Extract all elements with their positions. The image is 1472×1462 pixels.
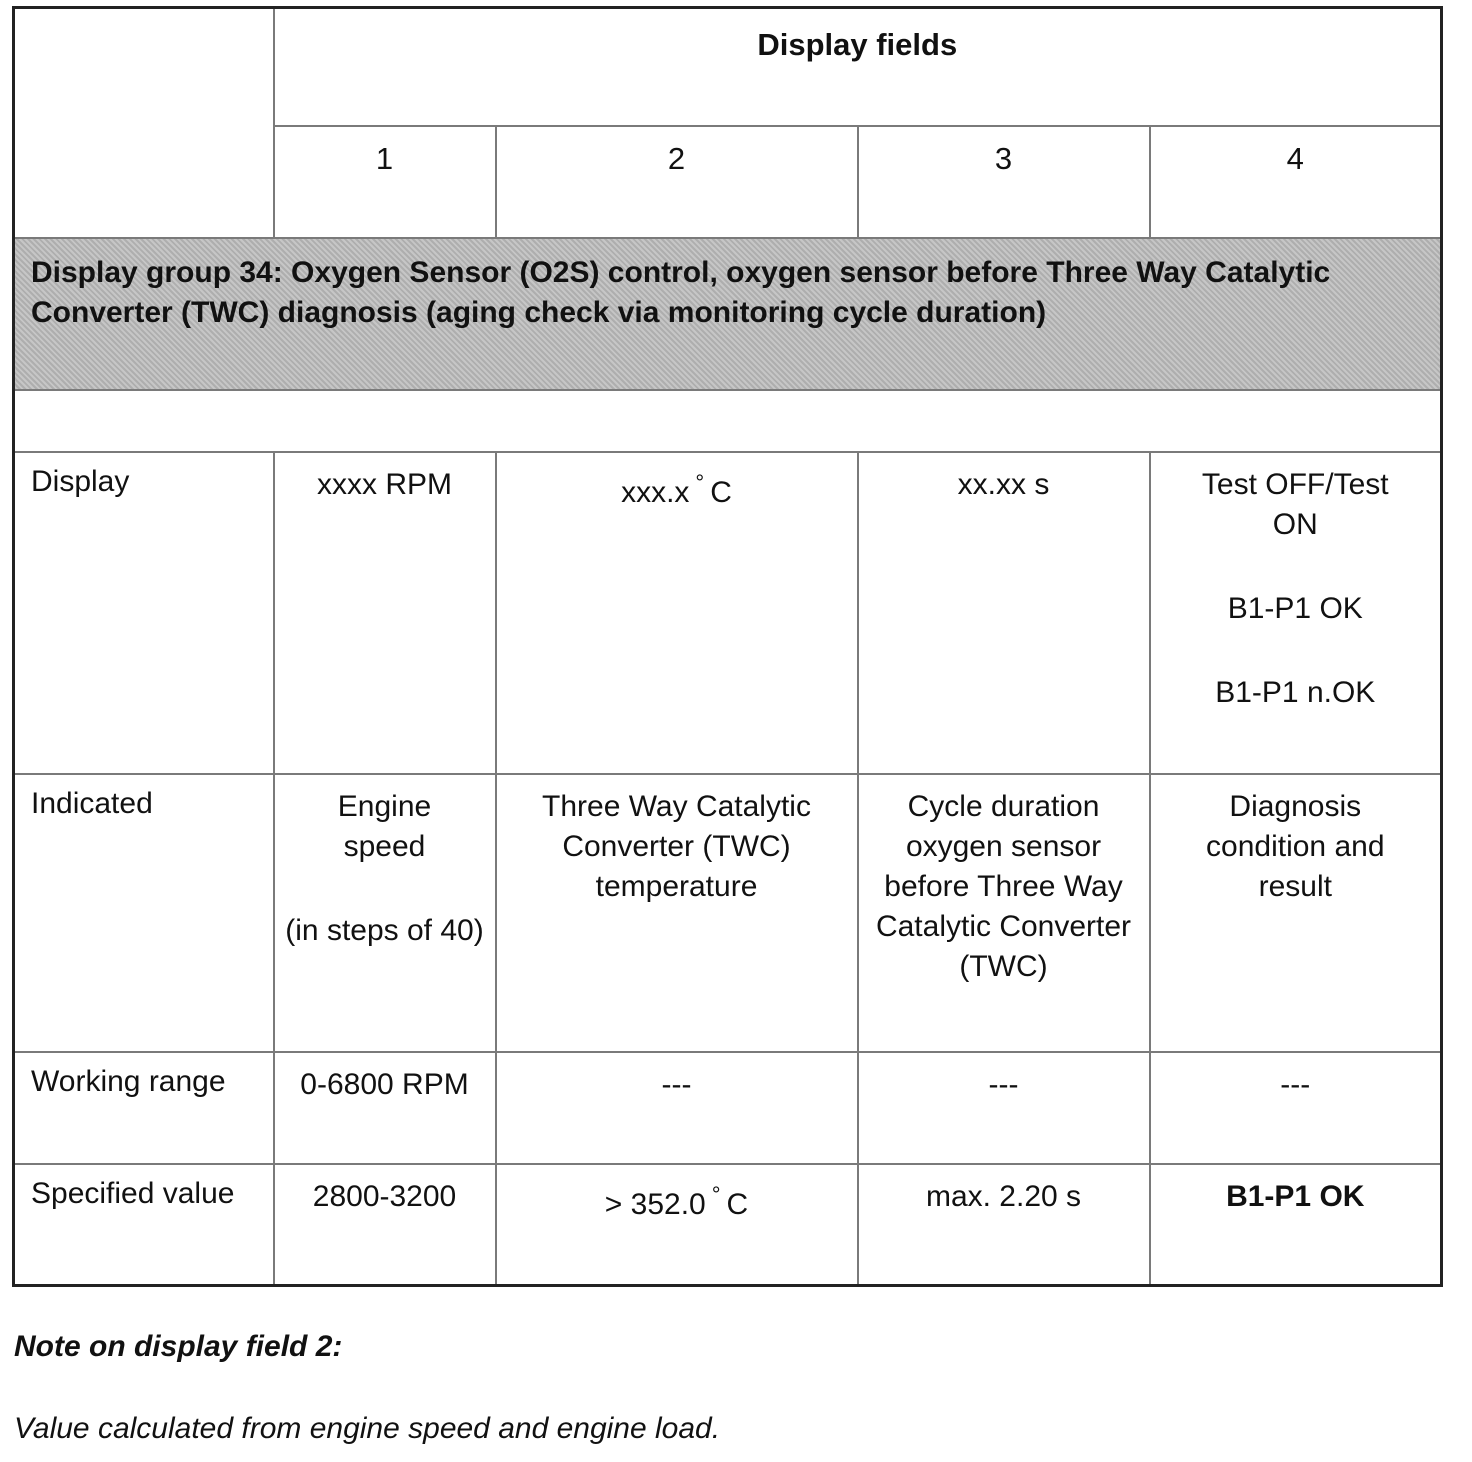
display-group-table (12, 6, 1443, 1287)
degree-symbol: ° (711, 1181, 721, 1207)
degree-symbol: ° (695, 469, 705, 495)
field-number-3: 3 (858, 126, 1150, 238)
specified-value-field-2 (496, 1164, 858, 1286)
display-field-1: xxxx RPM (274, 452, 496, 774)
row-label-specified-value: Specified value (14, 1164, 274, 1286)
row-label-indicated: Indicated (14, 774, 274, 1052)
gap (285, 867, 485, 911)
indicated-field-1-line2: (in steps of 40) (285, 913, 484, 947)
indicated-field-2: Three Way Catalytic Converter (TWC) temperature (496, 774, 858, 1052)
row-label-working-range: Working range (14, 1052, 274, 1164)
working-range-row (14, 1052, 1442, 1164)
working-range-field-3: --- (858, 1052, 1150, 1164)
spacer-cell (14, 390, 1442, 452)
note-heading: Note on display field 2: (14, 1330, 343, 1363)
specified-value-row (14, 1164, 1442, 1286)
display-fields-heading: Display fields (274, 8, 1442, 126)
display-group-title: Display group 34: Oxygen Sensor (O2S) control, oxygen sensor before Three Way Catalytic Converter (TWC) diagnosis (aging check via monitoring cycle duration) (14, 238, 1442, 390)
header-corner-cell (14, 8, 274, 238)
working-range-field-1: 0-6800 RPM (274, 1052, 496, 1164)
display-field-3: xx.xx s (858, 452, 1150, 774)
gap (1161, 545, 1431, 589)
specified-value-field-2-unit: C (726, 1187, 749, 1221)
indicated-field-1-line1: Engine speed (337, 789, 432, 863)
display-field-4-line1: Test OFF/Test ON (1201, 467, 1389, 541)
display-field-2-value: xxx.x (621, 475, 690, 509)
indicated-field-3: Cycle duration oxygen sensor before Three Way Catalytic Converter (TWC) (858, 774, 1150, 1052)
field-number-2: 2 (496, 126, 858, 238)
field-number-1: 1 (274, 126, 496, 238)
specified-value-field-3: max. 2.20 s (858, 1164, 1150, 1286)
display-group-table-wrapper (12, 6, 1440, 1287)
group-title-row (14, 238, 1442, 390)
spacer-row (14, 390, 1442, 452)
indicated-row (14, 774, 1442, 1052)
indicated-field-4: Diagnosis condition and result (1150, 774, 1442, 1052)
display-field-4-line2: B1-P1 OK (1227, 591, 1363, 625)
header-title-row (14, 8, 1442, 126)
field-number-4: 4 (1150, 126, 1442, 238)
note-body: Value calculated from engine speed and engine load. (14, 1412, 721, 1445)
display-field-4-line3: B1-P1 n.OK (1215, 675, 1376, 709)
display-field-2 (496, 452, 858, 774)
specified-value-field-4: B1-P1 OK (1150, 1164, 1442, 1286)
specified-value-field-2-value: > 352.0 (604, 1187, 706, 1221)
display-row (14, 452, 1442, 774)
specified-value-field-1: 2800-3200 (274, 1164, 496, 1286)
display-field-2-unit: C (710, 475, 732, 509)
row-label-display: Display (14, 452, 274, 774)
working-range-field-2: --- (496, 1052, 858, 1164)
display-field-4 (1150, 452, 1442, 774)
working-range-field-4: --- (1150, 1052, 1442, 1164)
indicated-field-1 (274, 774, 496, 1052)
gap (1161, 629, 1431, 673)
